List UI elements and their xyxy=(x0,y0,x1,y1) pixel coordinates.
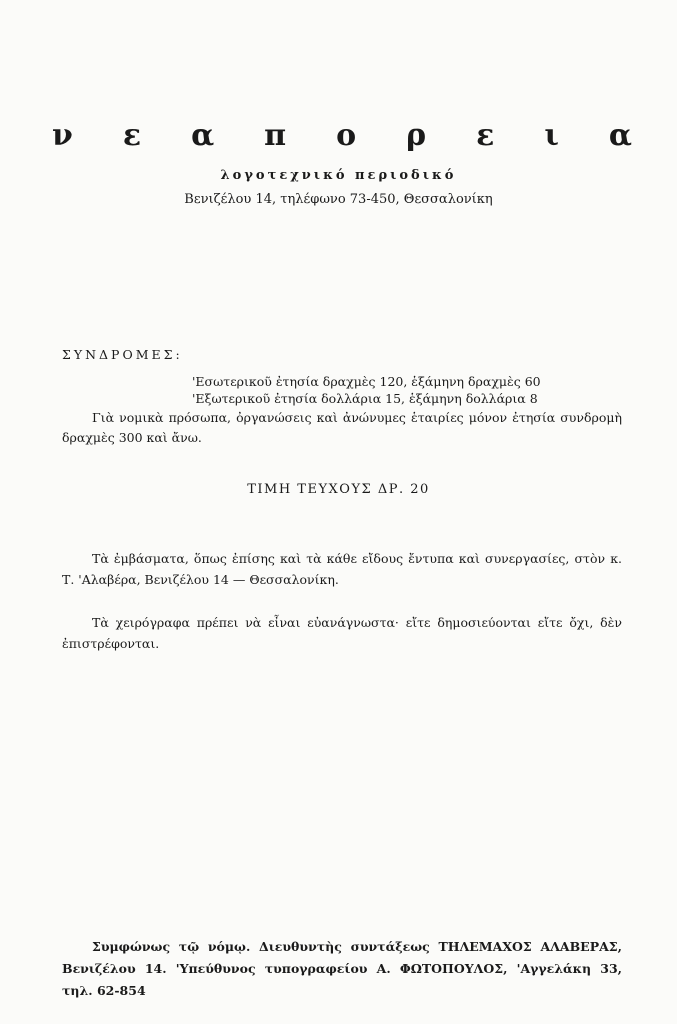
legal-footer: Συμφώνως τῷ νόμῳ. Διευθυντὴς συντάξεως ΤΗΛΕΜΑΧΟΣ ΑΛΑΒΕΡΑΣ, Βενιζέλου 14. 'Υπεύθυνος τυπογραφείου Α. ΦΩΤΟΠΟΥΛΟΣ, 'Αγγελάκη 33, τηλ. 62-854 xyxy=(62,939,622,998)
subscription-domestic: 'Εσωτερικοῦ ἐτησία δραχμὲς 120, ἑξάμηνη δραχμὲς 60 xyxy=(192,374,541,389)
masthead-letter: ε xyxy=(122,118,142,153)
masthead-title xyxy=(52,118,632,153)
address-line: Βενιζέλου 14, τηλέφωνο 73-450, Θεσσαλονίκη xyxy=(184,192,493,207)
subscription-foreign: 'Εξωτερικοῦ ἐτησία δολλάρια 15, ἑξάμηνη δολλάρια 8 xyxy=(192,391,538,406)
masthead-letter: ν xyxy=(52,118,73,153)
masthead-letter: ι xyxy=(544,118,559,153)
remittance-paragraph: Τὰ ἐμβάσματα, ὅπως ἐπίσης καὶ τὰ κάθε εἴδους ἔντυπα καὶ συνεργασίες, στὸν κ. Τ. 'Αλαβέρα, Βενιζέλου 14 — Θεσσαλονίκη. xyxy=(62,551,622,587)
masthead-letter: α xyxy=(608,118,632,153)
masthead-letter: π xyxy=(264,118,287,153)
masthead-letter: ρ xyxy=(406,118,427,153)
masthead-letter: ο xyxy=(336,118,357,153)
masthead-letter: α xyxy=(191,118,215,153)
manuscripts-paragraph: Τὰ χειρόγραφα πρέπει νὰ εἶναι εὐανάγνωστα· εἴτε δημοσιεύονται εἴτε ὄχι, δὲν ἐπιστρέφονται. xyxy=(62,615,622,651)
masthead-letter: ε xyxy=(476,118,495,153)
subtitle: λογοτεχνικό περιοδικό xyxy=(220,168,457,183)
subscription-note: Γιὰ νομικὰ πρόσωπα, ὀργανώσεις καὶ ἀνώνυμες ἑταιρίες μόνον ἐτησία συνδρομὴ δραχμὲς 300 καὶ ἄνω. xyxy=(62,410,622,445)
subscriptions-heading: ΣΥΝΔΡΟΜΕΣ: xyxy=(62,347,183,362)
issue-price: ΤΙΜΗ ΤΕΥΧΟΥΣ ΔΡ. 20 xyxy=(247,482,430,497)
